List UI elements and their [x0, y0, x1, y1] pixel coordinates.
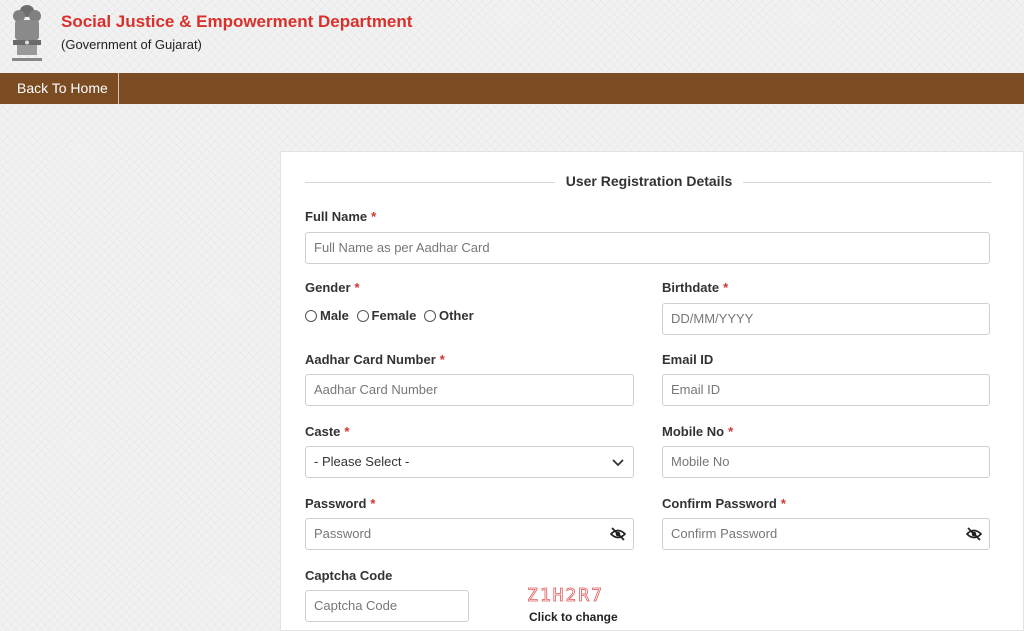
- back-to-home-link[interactable]: Back To Home: [0, 73, 119, 104]
- gender-radio-group: [305, 308, 478, 325]
- department-title: Social Justice & Empowerment Department: [61, 12, 413, 31]
- legend-divider-right: [743, 182, 991, 183]
- birthdate-label: [662, 280, 728, 295]
- email-placeholder: Email ID: [671, 382, 721, 397]
- birthdate-placeholder: DD/MM/YYYY: [671, 311, 754, 326]
- eye-slash-icon[interactable]: [966, 527, 982, 541]
- full-name-placeholder: Full Name as per Aadhar Card: [314, 240, 490, 255]
- confirm-password-label: [662, 496, 786, 511]
- required-marker: *: [344, 424, 350, 439]
- password-placeholder: Password: [314, 526, 372, 541]
- captcha-placeholder: Captcha Code: [314, 598, 398, 613]
- confirm-password-input[interactable]: [662, 518, 990, 550]
- gender-option-male[interactable]: [305, 308, 349, 323]
- caste-label-text: Caste: [305, 424, 341, 439]
- captcha-refresh-link[interactable]: Click to change: [529, 610, 618, 624]
- mobile-label: [662, 424, 733, 439]
- nav-bar: [0, 73, 1024, 104]
- chevron-down-icon: [611, 455, 625, 469]
- gender-option-label: Male: [320, 308, 349, 323]
- aadhar-label-text: Aadhar Card Number: [305, 352, 436, 367]
- caste-selected-value: - Please Select -: [314, 454, 410, 469]
- caste-label: [305, 424, 349, 439]
- captcha-input[interactable]: [305, 590, 469, 622]
- required-marker: *: [780, 496, 786, 511]
- password-label: [305, 496, 375, 511]
- birthdate-label-text: Birthdate: [662, 280, 720, 295]
- gender-option-label: Other: [438, 308, 474, 323]
- aadhar-input[interactable]: [305, 374, 634, 406]
- password-input[interactable]: [305, 518, 634, 550]
- eye-slash-icon[interactable]: [610, 527, 626, 541]
- state-emblem-icon: [8, 3, 46, 67]
- mobile-placeholder: Mobile No: [671, 454, 730, 469]
- mobile-label-text: Mobile No: [662, 424, 725, 439]
- gender-option-label: Female: [371, 308, 417, 323]
- department-subtitle: (Government of Gujarat): [61, 37, 202, 52]
- radio-circle-icon[interactable]: [424, 310, 436, 322]
- required-marker: *: [371, 209, 377, 224]
- form-legend: User Registration Details: [565, 173, 733, 189]
- confirm-password-label-text: Confirm Password: [662, 496, 777, 511]
- captcha-label-text: Captcha Code: [305, 568, 393, 583]
- email-label: [662, 352, 713, 367]
- site-header: [0, 0, 1024, 73]
- required-marker: *: [439, 352, 445, 367]
- full-name-input[interactable]: [305, 232, 990, 264]
- captcha-image[interactable]: Z1H2R7: [527, 585, 605, 606]
- full-name-label-text: Full Name: [305, 209, 368, 224]
- email-input[interactable]: [662, 374, 990, 406]
- radio-circle-icon[interactable]: [357, 310, 369, 322]
- legend-divider-left: [305, 182, 555, 183]
- captcha-label: [305, 568, 392, 583]
- confirm-password-placeholder: Confirm Password: [671, 526, 778, 541]
- email-label-text: Email ID: [662, 352, 714, 367]
- birthdate-input[interactable]: [662, 303, 990, 335]
- required-marker: *: [723, 280, 729, 295]
- gender-label: [305, 280, 360, 295]
- required-marker: *: [728, 424, 734, 439]
- aadhar-label: [305, 352, 445, 367]
- password-label-text: Password: [305, 496, 367, 511]
- caste-select[interactable]: [305, 446, 634, 478]
- gender-option-female[interactable]: [357, 308, 417, 323]
- gender-option-other[interactable]: [424, 308, 474, 323]
- registration-form: [280, 151, 1024, 631]
- aadhar-placeholder: Aadhar Card Number: [314, 382, 438, 397]
- required-marker: *: [370, 496, 376, 511]
- required-marker: *: [354, 280, 360, 295]
- full-name-label: [305, 209, 376, 224]
- radio-circle-icon[interactable]: [305, 310, 317, 322]
- gender-label-text: Gender: [305, 280, 351, 295]
- mobile-input[interactable]: [662, 446, 990, 478]
